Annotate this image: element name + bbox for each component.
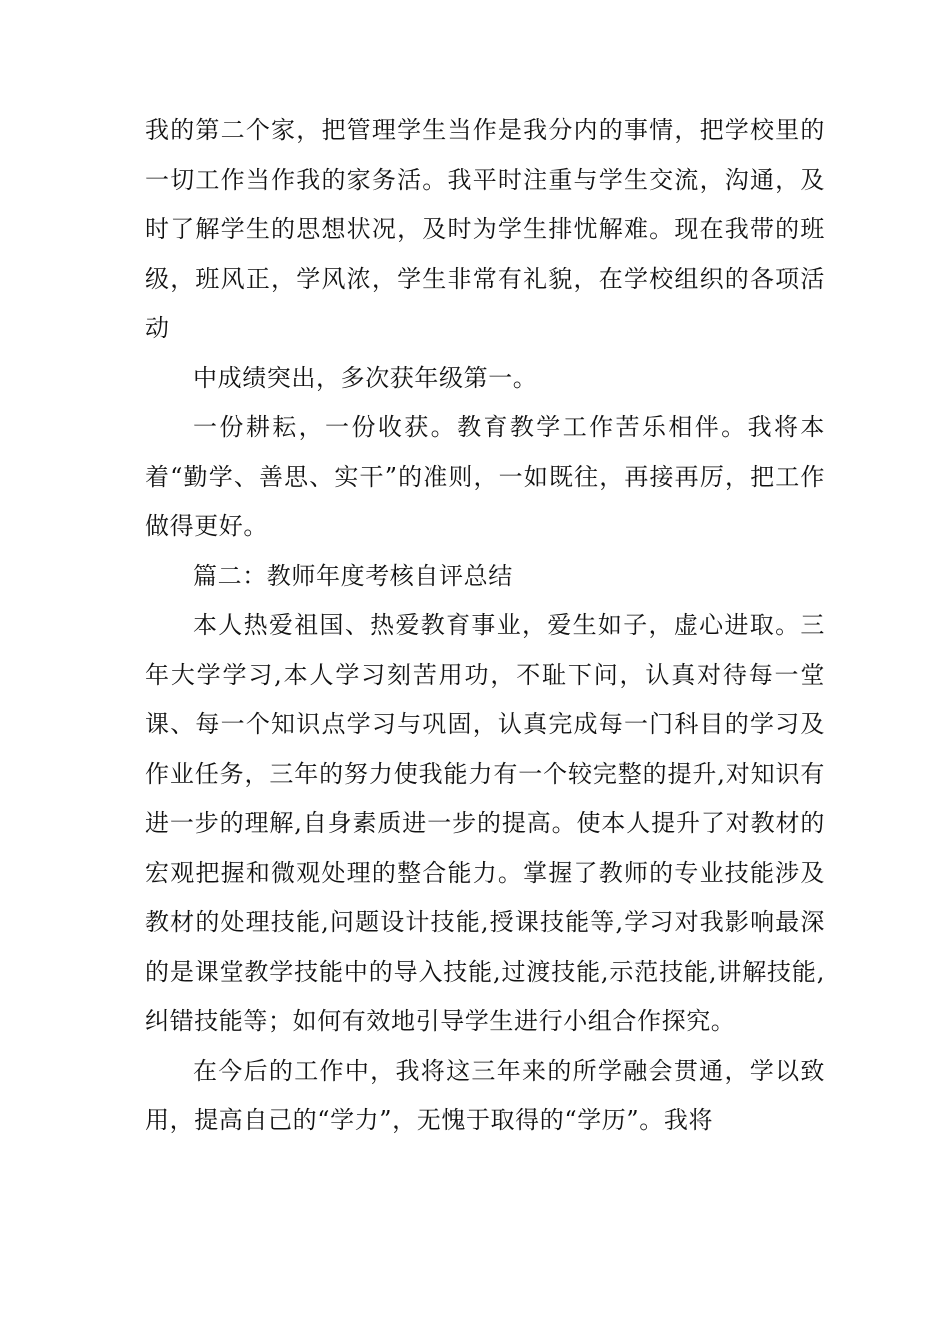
paragraph-closing: 一份耕耘，一份收获。教育教学工作苦乐相伴。我将本着“勤学、善思、实干”的准则，一如既往，再接再厉，把工作做得更好。 (145, 413, 825, 540)
paragraph-self-evaluation: 本人热爱祖国、热爱教育事业，爱生如子，虚心进取。三年大学学习,本人学习刻苦用功，不耻下问，认真对待每一堂课、每一个知识点学习与巩固，认真完成每一门科目的学习及作业任务，三年的努力使我能力有一个较完整的提升,对知识有进一步的理解,自身素质进一步的提高。使本人提升了对教材的宏观把握和微观处理的整合能力。掌握了教师的专业技能涉及教材的处理技能,问题设计技能,授课技能等,学习对我影响最深的是课堂教学技能中的导入技能,过渡技能,示范技能,讲解技能,纠错技能等；如何有效地引导学生进行小组合作探究。 (145, 611, 825, 1035)
paragraph-achievement: 中成绩突出，多次获年级第一。 (193, 363, 538, 392)
section-heading: 篇二：教师年度考核自评总结 (193, 561, 513, 590)
document-body (145, 106, 825, 1146)
paragraph-future-work: 在今后的工作中，我将这三年来的所学融会贯通，学以致用，提高自己的“学力”，无愧于取得的“学历”。我将 (145, 1056, 825, 1134)
paragraph-continued: 我的第二个家，把管理学生当作是我分内的事情，把学校里的一切工作当作我的家务活。我平时注重与学生交流，沟通，及时了解学生的思想状况，及时为学生排忧解难。现在我带的班级，班风正，学风浓，学生非常有礼貌，在学校组织的各项活动 (145, 116, 825, 342)
